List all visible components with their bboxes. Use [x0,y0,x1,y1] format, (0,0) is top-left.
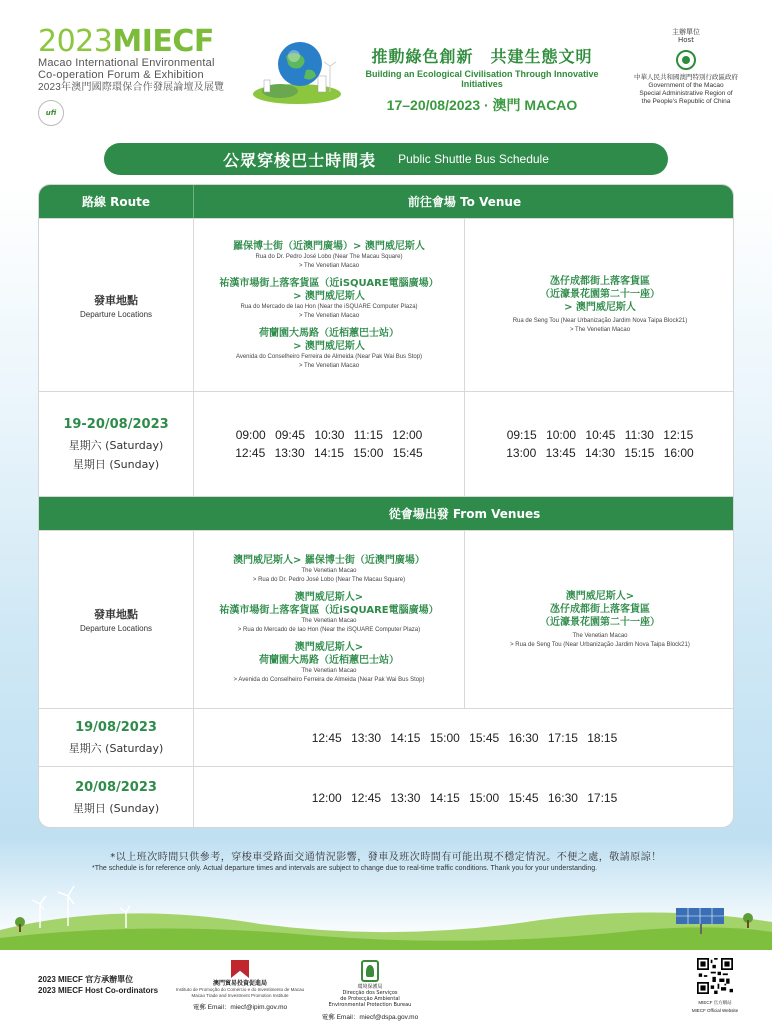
sunday-date-cell: 20/08/2023 星期日 (Sunday) [72,780,160,815]
dspa-name-4: Environmental Protection Bureau [328,1002,412,1008]
route-item: 荷蘭園大馬路（近栢蕙巴士站） > 澳門威尼斯人 Avenida do Conselheiro Ferreira de Almeida (Near Pak Wai Bus Stop) > The Venetian Macao [235,327,423,369]
to-venue-header-row [39,185,734,219]
from-venue-right-route: 澳門威尼斯人> 氹仔成都街上落客貨區 （近濠景花園第二十一座） The Venetian Macao > Rua de Seng Tou (Near Urbanização Jardim Nova Taipa Block21) [510,590,690,648]
to-venue-departure-row [39,219,734,392]
logo-title: 2023MIECF [38,24,214,59]
logo-line-3: 2023年澳門國際環保合作發展論壇及展覽 [38,82,225,93]
host-label-cn: 主辦單位 [672,28,700,36]
route-item: 澳門威尼斯人> 祐漢市場街上落客貨區（近iSQUARE電腦廣場） The Venetian Macao > Rua do Mercado de Iao Hon (Near the iSQUARE Computer Plaza) [219,592,439,633]
from-venue-sunday-row [39,767,734,828]
qr-label-cn: MIECF 官方網站 [698,1000,732,1005]
dspa-name-1: 環境保護局 [357,984,383,990]
event-dates: 17–20/08/2023 · 澳門 MACAO [386,97,578,113]
dspa-email-link[interactable]: 電郵 Email：miecf@dspa.gov.mo [321,1014,419,1021]
slogan-block [352,44,612,115]
to-venue-right-times: 09:15 10:00 10:45 11:30 12:15 13:00 13:45 14:30 15:15 16:00 [506,428,694,460]
route-item: 祐漢市場街上落客貨區（近iSQUARE電腦廣場） > 澳門威尼斯人 Rua do Mercado de Iao Hon (Near the iSQUARE Computer Plaza) > The Venetian Macao [219,277,439,319]
logo-line-2: Co-operation Forum & Exhibition [38,68,204,81]
to-venue-left-times: 09:00 09:45 10:30 11:15 12:00 12:45 13:30 14:15 15:00 15:45 [235,428,423,460]
macao-emblem-icon [676,50,696,70]
title-chinese: 公眾穿梭巴士時間表 [223,150,377,170]
dspa-name-3: de Protecção Ambiental [340,996,400,1002]
note-english: *The schedule is for reference only. Actual departure times and intervals are subject to change due to real-time traffic conditions. Thank you for your understanding. [92,865,598,872]
host-block [616,28,756,106]
from-venue-departure-row [39,531,734,709]
header [0,0,772,130]
miecf-logo[interactable] [38,26,248,94]
host-gov-en-3: the People's Republic of China [641,98,731,105]
dspa-logo-icon [361,960,379,982]
to-venue-left-routes [194,219,464,391]
dspa-block [320,960,420,1021]
slogan-english: Building an Ecological Civilisation Through Innovative Initiatives [365,69,599,89]
host-label-en: Host [678,36,694,44]
host-gov-cn: 中華人民共和國澳門特別行政區政府 [634,74,738,81]
qr-label-en: MIECF Official Website [691,1008,739,1013]
globe-illustration-icon [250,36,345,106]
logo-line-1: Macao International Environmental [38,57,215,69]
qr-block[interactable] [690,958,740,1014]
ipim-sub-1: Instituto de Promoção do Comércio e do Investimento de Macau [175,987,305,992]
footer [0,950,772,1024]
ipim-name: 澳門貿易投資促進局 [212,980,267,987]
ipim-sub-2: Macao Trade and Investment Promotion Institute [191,992,289,998]
to-venue-header: 前往會場 To Venue [407,195,522,209]
to-venue-date-cell: 19-20/08/2023 星期六 (Saturday) 星期日 (Sunday) [63,416,169,471]
co-organizer-label: 2023 MIECF 官方承辦單位 2023 MIECF Host Co-ordinators [38,975,159,995]
ipim-email-link[interactable]: 電郵 Email：miecf@ipim.gov.mo [192,1004,288,1011]
qr-code-icon[interactable] [697,958,733,994]
from-venue-saturday-row [39,709,734,767]
route-item: 澳門威尼斯人> 羅保博士街（近澳門廣場） The Venetian Macao > Rua do Dr. Pedro José Lobo (Near The Macau Square) [233,555,425,583]
to-venue-times-row [39,392,734,497]
ipim-logo-icon [231,960,249,978]
route-item: 澳門威尼斯人> 荷蘭園大馬路（近栢蕙巴士站） The Venetian Macao > Avenida do Conselheiro Ferreira de Almeida (Near Pak Wai Bus Stop) [233,642,425,683]
sunday-times: 12:00 12:45 13:30 14:15 15:00 15:45 16:30 17:15 [311,791,618,805]
departure-label: 發車地點 Departure Locations [79,293,153,319]
to-venue-right-route: 氹仔成都街上落客貨區 （近濠景花園第二十一座） > 澳門威尼斯人 Rua de Seng Tou (Near Urbanização Jardim Nova Taipa Block21) > The Venetian Macao [512,276,688,333]
from-venue-left-routes [194,531,464,708]
schedule-title-bar [104,143,668,175]
ipim-block [170,960,310,1011]
route-item: 羅保博士街（近澳門廣場）> 澳門威尼斯人 Rua do Dr. Pedro José Lobo (Near The Macau Square) > The Venetian Macao [233,240,425,269]
departure-label: 發車地點 Departure Locations [79,608,153,633]
route-header: 路線 Route [81,195,151,209]
host-gov-en-1: Government of the Macao [648,82,724,89]
note-chinese: *以上班次時間只供參考，穿梭車受路面交通情況影響，發車及班次時間有可能出現不穩定情況。不便之處，敬請原諒！ [110,852,662,863]
schedule-table [38,184,734,828]
landscape-illustration [0,880,772,950]
slogan-chinese: 推動綠色創新 共建生態文明 [371,47,593,66]
from-venue-header-row [39,497,734,531]
from-venue-header: 從會場出發 From Venues [388,507,541,521]
dspa-name-2: Direcção dos Serviços [342,990,398,996]
title-english: Public Shuttle Bus Schedule [398,152,549,166]
ufi-badge-icon: ufi [38,100,64,126]
saturday-times: 12:45 13:30 14:15 15:00 15:45 16:30 17:15 18:15 [311,730,618,745]
host-gov-en-2: Special Administrative Region of [639,90,733,97]
saturday-date-cell: 19/08/2023 星期六 (Saturday) [68,719,164,755]
